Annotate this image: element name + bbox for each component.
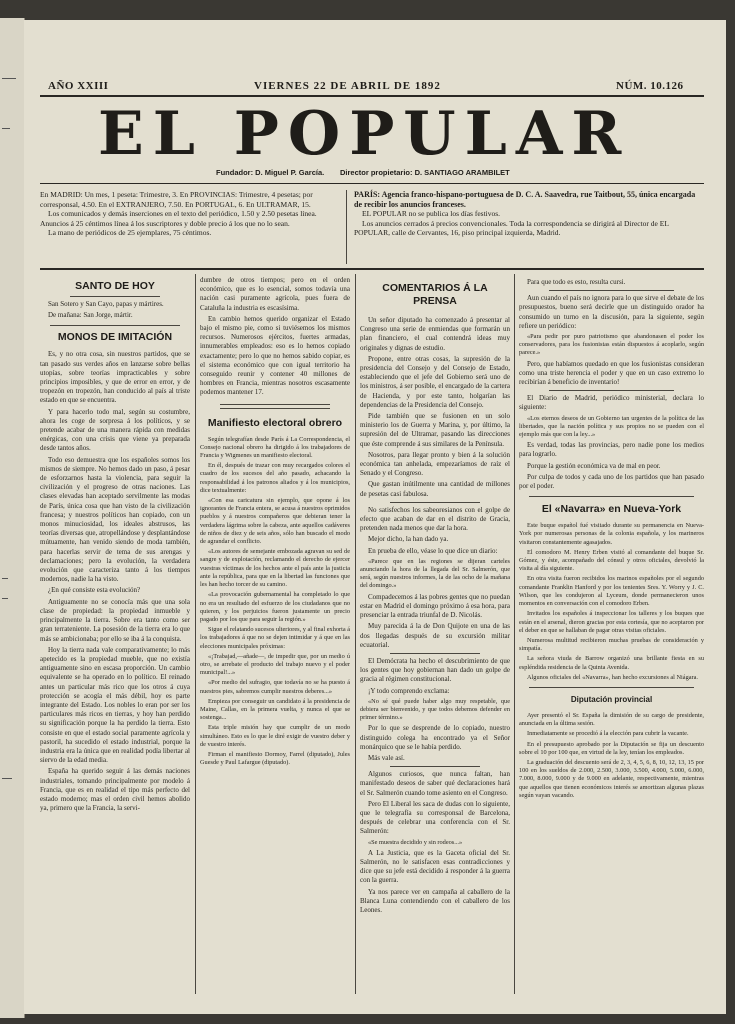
- article-paragraph: «Para pedir por puro patriotismo que abandonasen el poder los conservadores, para los fusionistas están dispuestos á acoplarlo, según parece.»: [519, 333, 704, 357]
- info-divider: [346, 190, 347, 264]
- article-paragraph: España ha querido seguir á las demás naciones industriales, tomando principalmente por modelo á Francia, que es en realidad el tipo más perfecto del estado moderno; mas el orden civil hemos abolido ya, primero que la Francia, la servi-: [40, 767, 190, 813]
- article-paragraph: «Los eternos deseos de un Gobierno tan urgentes de la política de las libertades, que la nación política y sus propios no se pueden con el ejemplo más que con la ley...»: [519, 414, 704, 439]
- article-paragraph: Ayer presentó el Sr. España la dimisión de su cargo de presidente, anunciada en la última sesión.: [519, 711, 704, 728]
- article-paragraph: A La Justicia, que es la Gaceta oficial del Sr. Salmerón, no le satisfacen esas contradicciones y dice que su jefe está decidido á responder á la guerra con la guerra.: [360, 848, 510, 885]
- masthead-rule-bottom: [40, 183, 704, 184]
- article-paragraph: Un señor diputado ha comenzado á presentar al Congreso una serie de enmiendas que formarán un plan financiero, el cual contendrá ideas muy originales y dignas de estudio.: [360, 316, 510, 352]
- article-paragraph: Más vale así.: [368, 753, 405, 762]
- article-paragraph: En el presupuesto aprobado por la Diputación se fija un descuento sobre el 10 por 100 que, en virtud de la ley, tenían los empleados.: [519, 740, 704, 756]
- article-paragraph: Ya nos parece ver en campaña al caballero de la Blanca Luna contendiendo con el caballero de los Leones.: [360, 887, 510, 914]
- article-heading-comentarios: COMENTARIOS Á LA PRENSA: [382, 282, 488, 307]
- article-paragraph: La señora viuda de Barrow organizó una brillante fiesta en su espléndida residencia de la Quinta Avenida.: [519, 655, 704, 671]
- masthead-title: EL POPULAR: [98, 99, 631, 169]
- article-paragraph: Esta triple misión hay que cumplir de un modo simultáneo. Esto es lo que le diré exigir de vuestro deber y de vuestro interés.: [200, 724, 350, 748]
- article-paragraph: ¡Y todo comprendo exclama:: [368, 686, 450, 695]
- article-paragraph: Para que todo es esto, resulta cursi.: [527, 278, 626, 286]
- article-paragraph: Es, y no otra cosa, sin nuestros partidos, que se tan pasado sus verdes años en lanzarse sobre bellas utopías, sobre teorías impracticables y sobre principios imposibles, y que de error en error, y de tropezón en tropezón, han conducido al país al triste estado en que se encuentra.: [40, 350, 190, 405]
- article-paragraph: Algunos oficiales del «Navarra», han hecho excursiones al Niágara.: [527, 673, 698, 681]
- masthead-date: VIERNES 22 DE ABRIL DE 1892: [254, 80, 441, 92]
- article-paragraph: En cambio hemos querido organizar el Estado bajo el mismo pie, como si tuviésemos los mismos recursos. Numerosos ejércitos, fuertes armadas, innumerables empleados: eso es lo hemos copiado exactamente; pero lo que no hemos sabido copiar, es el sistema económico que con igual territorio ha conseguido reunir y contener 40 millones de hombres en Francia, mientras nosotros escasamente podemos mantener 17.: [200, 314, 350, 397]
- article-paragraph: Según telegrafían desde París á La Correspondencia, el Consejo nacional obrero ha dirigido á los trabajadores de Francia y Wigmenes un manifiesto electoral.: [200, 435, 350, 460]
- masthead-founder: Fundador: D. Miguel P. García.: [216, 168, 325, 177]
- article-paragraph: Muy parecida á la de Don Quijote en una de las dos llegadas después de su excursión militar ecuatorial.: [360, 622, 510, 649]
- adjacent-page-edge: [0, 18, 25, 1018]
- article-paragraph: En otra visita fueron recibidos los marinos españoles por el segundo comandante Franklin Hanford y por los tenientes Sres. Y. Worry y J. C. Wilson, que les condujeron al Lyceum, donde permanecieron unos momentos en conversación con el comodoro Erben.: [519, 575, 704, 608]
- article-paragraph: Que gastan inútilmente una cantidad de millones de pesetas casi fabulosa.: [360, 480, 510, 498]
- article-paragraph: Pero El Liberal les saca de dudas con lo siguiente, que le telegrafía su corresponsal de Barcelona, después de celebrar una conferencia con el Sr. Salmerón:: [360, 799, 510, 836]
- article-paragraph: «Con esa caricatura sin ejemplo, que opone á los ignorantes de Francia entera, se acusa á nuestros oprimidos pueblos y á nuestros compañeros que debieran tener la verdadera lágrima sobre la cabeza, ante aquellos cadáveres de niños de diez y de seis años, sólo han buscado el modo de agrandar el conflicto.: [200, 497, 350, 546]
- article-paragraph: Es verdad, todas las provincias, pero nadie pone los medios para lograrlo.: [519, 441, 704, 459]
- article-paragraph: «¡Trabajad,—añade—, de impedir que, por un medio ú otro, se arrebate el producto del trabajo nuevo y el poder municipal!...»: [200, 652, 350, 677]
- article-paragraph: Todo eso demuestra que los españoles somos los mismos de siempre. No hemos dado un paso, á pesar de esforzarnos hasta la violencia, para seguir la civilización y el progreso de otras naciones. Las clases elevadas han aceptado servilmente las modas de París, única cosa que han visto de la civilización francesa; y nuestros políticos han copiado, con un monos minuciosidad, los ideales abstrusos, las teorías diversas que, atropellándose y desplantándose mútuamente, han venido siendo de moda también, para hacerlas servir de tema de sus arengas y declamaciones; pero la evolución, la verdadera evolución que caracteriza tanto á los tiempos modernos, nadie la ha visto.: [40, 455, 190, 584]
- article-paragraph: Numerosa multitud recibieron muchas pruebas de consideración y simpatía.: [519, 636, 704, 653]
- article-paragraph: «No sé qué puede haber algo muy respetable, que debiera ser bienvenido, y que todos debemos defender en primer término.»: [360, 697, 510, 722]
- article-paragraph: Por lo que se desprende de lo copiado, nuestro distinguido colega ha encontrado ya el Señor monárquico que se le había perdido.: [360, 724, 510, 751]
- agency-info: [354, 190, 704, 238]
- newspaper-page: [24, 20, 726, 1014]
- article-paragraph: «Parece que en las regiones se dijeran carteles anunciando la hora de la llegada del Sr. Salmerón, que será, según nuestros informes, la de las ocho de la mañana del domingo.»: [360, 557, 510, 590]
- article-paragraph: Este buque español fué visitado durante su permanencia en Nueva-York por numerosas personas de la colonia española, y los marineros visitaron constantemente agasajados.: [519, 522, 704, 546]
- column-rule-2: [355, 274, 356, 994]
- masthead-rule-top: [40, 95, 704, 97]
- column-4: [519, 276, 704, 994]
- article-paragraph: Antiguamente no se conocía más que una sola clase de propiedad: la propiedad inmueble y principalmente la tierra. Sobre era tanto como ser gran terrateniente. La posesión de la tierra era lo que más se ambicionaba; por ello se iba á la conquista.: [40, 597, 190, 643]
- article-paragraph: Algunos curiosos, que nunca faltan, han manifestado deseos de saber qué declaraciones hará el Sr. Salmerón cuando tome asiento en el Congreso.: [360, 770, 510, 797]
- column-2: [200, 276, 350, 994]
- article-paragraph: Aun cuando el país no ignora para lo que sirve el debate de los presupuestos, bueno será decirle que un distinguido orador ha consumido un turno en la discusión, para la siguiente, según refiere un periódico:: [519, 294, 704, 330]
- article-paragraph: Y para hacerlo todo mal, según su costumbre, ahora les coge de sorpresa á los políticos, y se pretende acabar de una manera rápida con medidas enérgicas, con una crisis que viene ya preparada desde tantos años.: [40, 407, 190, 453]
- subscription-info: [40, 190, 342, 238]
- article-heading-manifiesto: Manifiesto electoral obrero: [207, 416, 343, 429]
- article-paragraph: Pide también que se fusionen en un solo ministerio los de Guerra y Marina, y, por último, la supresión del de Ultramar, pasando las direcciones que éste comprende á sus similares de la Península.: [360, 412, 510, 448]
- column-3: [360, 276, 510, 994]
- info-rule: [40, 268, 704, 270]
- article-paragraph: «Se muestra decidido y sin rodeos...»: [368, 838, 463, 846]
- column-rule-1: [195, 274, 196, 994]
- article-heading-monos: MONOS DE IMITACIÓN: [57, 331, 173, 344]
- insertion-prices: Los comunicados y demás inserciones en el texto del periódico, 1.50 y 2.50 pesetas línea. Anuncios á 25 céntimos línea á los suscriptores y doble precio á los que no lo sean.: [40, 209, 317, 228]
- article-paragraph: Hoy la tierra nada vale comparativamente; lo más apetecido es la propiedad mueble, que no existía antiguamente sino en escasa proporción. Un cambio equivalente se ha operado en lo político. El reinado antes un particular más rico que los otros á cuya protección se acogía el más débil, hoy es parte integrante del Estado. Los nobles lo eran por ser los particulares más ricos en tierras, y hoy han perdido su significación porque la ha perdido la tierra. Esto consiste en que el estado social paramente agrícola y pastoril, ha sucedido el estado industrial, porque la industria era la única que en realidad podía libertar al siervo de la edad media.: [40, 645, 190, 765]
- article-paragraph: Propone, entre otras cosas, la supresión de la presidencia del Consejo y del Consejo de Estado, estableciendo que el jefe del Gobierno será uno de los ministros, á ser posible, el encargado de la cartera de Hacienda, y por este tanto, holgarían las dependencias de la Presidencia del Consejo.: [360, 354, 510, 409]
- article-paragraph: «Los autores de semejante embozada agravan su sed de sangre y de explotación, reclamando el derecho de ejercer vuestras víctimas de los hechos ante el país ante la justicia ante la república, para que en la libertad las funciones que les han hecho torcer de su camino.: [200, 548, 350, 589]
- column-1: [40, 276, 190, 994]
- article-paragraph: En él, después de trazar con muy recargados colores el cuadro de los sucesos del año pasado, achacando la responsabilidad á los patronos aliados y á los municipios, dice textualmente:: [200, 462, 350, 494]
- masthead-number: NÚM. 10.126: [616, 80, 684, 92]
- article-heading-navarra: El «Navarra» en Nueva-York: [541, 503, 682, 516]
- article-paragraph: Porque la gestión económica va de mal en peor.: [527, 461, 661, 470]
- masthead-year: AÑO XXIII: [48, 80, 109, 92]
- article-paragraph: En prueba de ello, véase lo que dice un diario:: [368, 546, 498, 555]
- article-paragraph: Empieza por conseguir un candidato á la presidencia de Maine, Callas, en la primera vuelta, y nunca el que se sostenga...: [200, 697, 350, 722]
- article-paragraph: El comodoro M. Henry Erben visitó al comandante del buque Sr. Gómez, y éste, acompañado del cónsul y otros oficiales, devolvió la visita al día siguiente.: [519, 548, 704, 573]
- subscription-prices: En MADRID: Un mes, 1 peseta: Trimestre, 3. En PROVINCIAS: Trimestre, 4 pesetas; por corresponsal, 4.50. En el EXTRANJERO, 7.50. En PORTUGAL, 6. En ULTRAMAR, 15.: [40, 190, 313, 209]
- article-paragraph: dumbre de otros tiempos; pero en el orden económico, que es lo esencial, somos todavía una nación casi puramente agrícola, pues fuera de Cataluña la industria es escasísima.: [200, 276, 350, 312]
- article-paragraph: Nosotros, para llegar pronto y bien á la solución económica tan anhelada, empezaríamos de raíz el Senado y el Congreso.: [360, 450, 510, 478]
- bundle-price: La mano de periódicos de 25 ejemplares, 75 céntimos.: [48, 228, 212, 238]
- article-paragraph: Mejor dicho, la han dado ya.: [368, 535, 449, 544]
- article-paragraph: El Diario de Madrid, periódico ministerial, declara lo siguiente:: [519, 394, 704, 412]
- article-paragraph: Invitados los españoles á inspeccionar los talleres y los buques que están en el arsenal, dieron gracias por esta cortesía, que no aceptaron por el deber en que se hallaban de pagar otras visitas oficiales.: [519, 610, 704, 634]
- article-paragraph: Firman el manifiesto Dormoy, Farrel (diputado), Jules Guesde y Paul Lafargue (diputado).: [200, 750, 350, 767]
- article-paragraph: Pero, que habíamos quedado en que los fusionistas consideran como una triste herencia el poder y que en un caso extremo lo recibirían á beneficio de inventario!: [519, 359, 704, 387]
- saint-heading: SANTO DE HOY: [75, 280, 155, 292]
- column-rule-3: [514, 274, 515, 994]
- article-paragraph: «La provocación gubernamental ha completado lo que no era un resultado del esfuerzo de los ciudadanos que no quieren, y los perjuicios fueron justamente un precio pagado por los que para seguir la región.»: [200, 591, 350, 623]
- tomorrow-saint: De mañana: San Jorge, mártir.: [48, 311, 133, 320]
- article-paragraph: Inmediatamente se procedió á la elección para cubrir la vacante.: [527, 730, 689, 738]
- no-holiday-note: EL POPULAR no se publica los días festivos.: [362, 209, 501, 219]
- article-heading-diputacion: Diputación provincial: [570, 694, 653, 704]
- article-paragraph: La graduación del descuento será de 2, 3, 4, 5, 6, 8, 10, 12, 13, 15 por 100 en los sueldos de 2.000, 2.500, 3.000, 3.500, 4.000, 5.000, 6.000, 7.000, 8.000, 9.000 y de 9.000 en adelante, respectivamente, mientras que aquellos que tienen económicos interés se amortizan algunas plazas según vayan vacando.: [519, 758, 704, 799]
- article-paragraph: El Demócrata ha hecho el descubrimiento de que los gentes que hoy gobiernan han dado un golpe de gracia al régimen constitucional.: [360, 656, 510, 684]
- article-paragraph: Compadecemos á las pobres gentes que no puedan estar en Madrid el domingo próximo á esa hora, para presenciar la entrada triunfal de D. Nicolás.: [360, 592, 510, 620]
- article-paragraph: ¿En qué consiste esta evolución?: [48, 586, 141, 595]
- article-paragraph: Por culpa de todos y cada uno de los partidos que han pasado por el poder.: [519, 472, 704, 491]
- article-paragraph: Sigue el relatando sucesos ulteriores, y al final exhorta á los trabajadores á que no se dejen intimidar y á que en las elecciones municipales próximas:: [200, 626, 350, 650]
- saint-text: San Sotero y San Cayo, papas y mártires.: [48, 300, 164, 308]
- article-paragraph: «Por medio del sufragio, que todavía no se ha puesto á nuestros pies, sabremos cumplir nuestros deberes...»: [200, 679, 350, 695]
- masthead-director: Director propietario: D. SANTIAGO ARAMBILET: [340, 168, 510, 177]
- article-paragraph: No satisfechos los sabeoresianos con el golpe de efecto que acaban de dar en el distrito de Gracia, pretenden nada menos que dar la hora.: [360, 505, 510, 533]
- paris-agency: PARÍS: Agencia franco-hispano-portuguesa de D. C. A. Saavedra, rue Taitbout, 55, única encargada de recibir los anuncios franceses.: [354, 190, 696, 209]
- correspondence-note: Los anuncios cerrados á precios convencionales. Toda la correspondencia se dirigirá al Director de EL POPULAR, calle de Cervantes, 16, piso principal izquierda, Madrid.: [354, 218, 669, 238]
